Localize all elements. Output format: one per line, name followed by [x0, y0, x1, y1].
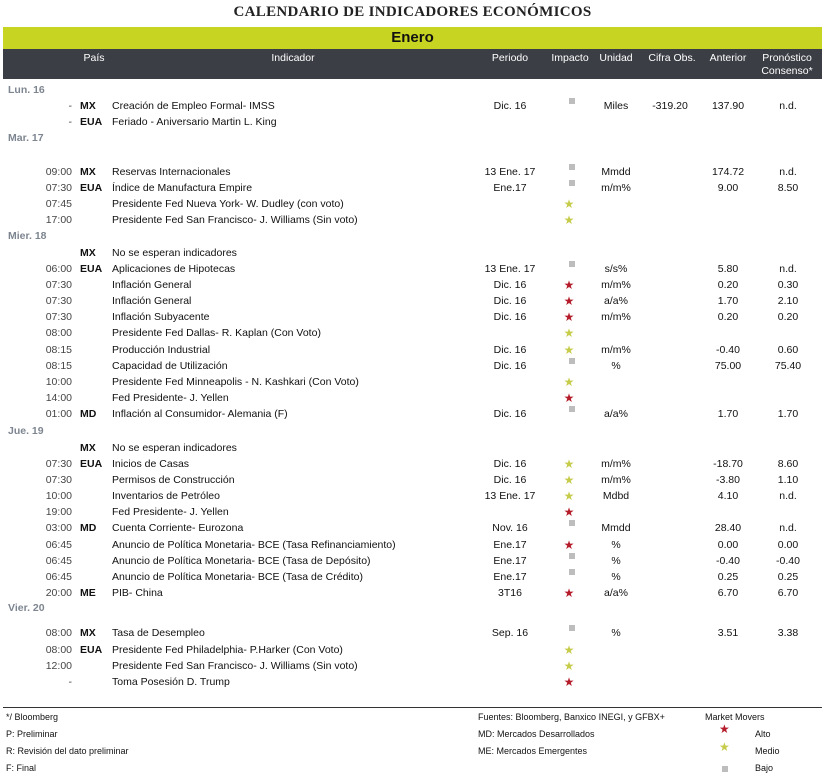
row-previous: 9.00 — [717, 182, 739, 194]
row-time: - — [68, 116, 72, 128]
row-period: Ene.17 — [493, 539, 527, 551]
header-pais: País — [83, 52, 105, 64]
row-unit: % — [611, 360, 621, 372]
row-time: 09:00 — [45, 166, 72, 178]
row-time: 08:00 — [45, 644, 72, 656]
row-indicator: Fed Presidente- J. Yellen — [112, 506, 229, 518]
row-previous: 1.70 — [717, 408, 739, 420]
table-row — [0, 180, 825, 196]
row-country: MD — [80, 408, 97, 420]
table-row — [0, 406, 825, 422]
row-forecast: 8.60 — [777, 458, 799, 470]
row-indicator: Presidente Fed San Francisco- J. Williams (Sin voto) — [112, 214, 358, 226]
header-indicador: Indicador — [271, 52, 315, 64]
impact-medium-star-icon: ★ — [563, 326, 575, 340]
row-period: 13 Ene. 17 — [484, 263, 536, 275]
row-forecast: 75.40 — [774, 360, 802, 372]
table-row — [0, 504, 825, 520]
impact-medium-star-icon: ★ — [563, 343, 575, 357]
row-time: 14:00 — [45, 392, 72, 404]
table-row — [0, 674, 825, 690]
day-label-row — [0, 82, 825, 98]
impact-high-star-icon: ★ — [563, 391, 575, 405]
table-row — [0, 309, 825, 325]
impact-high-star-icon: ★ — [563, 538, 575, 552]
row-indicator: Presidente Fed Philadelphia- P.Harker (Con Voto) — [112, 644, 343, 656]
day-label-row — [0, 228, 825, 244]
row-unit: Mmdd — [601, 522, 631, 534]
row-time: 03:00 — [45, 522, 72, 534]
row-indicator: No se esperan indicadores — [112, 247, 237, 259]
header-periodo: Periodo — [491, 52, 529, 64]
row-country: MX — [80, 442, 96, 454]
row-indicator: Feriado - Aniversario Martin L. King — [112, 116, 277, 128]
row-time: 01:00 — [45, 408, 72, 420]
footnote-final: F: Final — [6, 763, 37, 773]
row-indicator: Inventarios de Petróleo — [112, 490, 220, 502]
row-previous: 0.00 — [717, 539, 739, 551]
row-time: 07:30 — [45, 279, 72, 291]
table-row — [0, 569, 825, 585]
row-indicator: Anuncio de Política Monetaria- BCE (Tasa de Depósito) — [112, 555, 371, 567]
row-forecast: n.d. — [779, 166, 797, 178]
row-forecast: 6.70 — [777, 587, 799, 599]
row-time: 17:00 — [45, 214, 72, 226]
impact-medium-star-icon: ★ — [563, 643, 575, 657]
table-row — [0, 98, 825, 114]
table-row — [0, 488, 825, 504]
row-time: 06:45 — [45, 539, 72, 551]
table-row — [0, 325, 825, 341]
footnote-me: ME: Mercados Emergentes — [478, 746, 588, 756]
row-forecast: 0.20 — [777, 311, 799, 323]
row-indicator: Creación de Empleo Formal- IMSS — [112, 100, 275, 112]
row-previous: -18.70 — [713, 458, 743, 470]
row-time: 12:00 — [45, 660, 72, 672]
row-time: 06:00 — [45, 263, 72, 275]
row-forecast: 0.60 — [777, 344, 799, 356]
day-label-row — [0, 130, 825, 146]
row-previous: 6.70 — [717, 587, 739, 599]
footnote-preliminar: P: Preliminar — [6, 729, 58, 739]
table-row — [0, 196, 825, 212]
row-forecast: 1.70 — [777, 408, 799, 420]
row-period: Dic. 16 — [493, 408, 527, 420]
table-row — [0, 440, 825, 456]
legend-low-square-icon — [722, 760, 728, 778]
row-previous: 174.72 — [711, 166, 745, 178]
row-country: EUA — [80, 116, 103, 128]
footnote-revision: R: Revisión del dato preliminar — [6, 746, 129, 756]
header-consenso-line2: Consenso* — [761, 65, 813, 77]
row-time: 08:00 — [45, 327, 72, 339]
row-previous: -0.40 — [716, 555, 740, 567]
row-period: Dic. 16 — [493, 344, 527, 356]
row-forecast: n.d. — [779, 522, 797, 534]
impact-high-star-icon: ★ — [563, 294, 575, 308]
row-previous: 75.00 — [714, 360, 742, 372]
row-unit: a/a% — [604, 295, 628, 307]
table-row — [0, 261, 825, 277]
day-label-row — [0, 600, 825, 616]
table-row — [0, 553, 825, 569]
row-time: 07:45 — [45, 198, 72, 210]
row-indicator: Reservas Internacionales — [112, 166, 231, 178]
table-row — [0, 642, 825, 658]
row-unit: m/m% — [601, 279, 631, 291]
row-country: EUA — [80, 182, 103, 194]
row-country: MX — [80, 247, 96, 259]
row-period: Ene.17 — [493, 571, 527, 583]
impact-medium-star-icon: ★ — [563, 457, 575, 471]
impact-high-star-icon: ★ — [563, 278, 575, 292]
row-indicator: Inflación al Consumidor- Alemania (F) — [112, 408, 288, 420]
row-unit: a/a% — [604, 408, 628, 420]
row-unit: a/a% — [604, 587, 628, 599]
row-country: EUA — [80, 644, 103, 656]
row-country: ME — [80, 587, 96, 599]
row-indicator: Producción Industrial — [112, 344, 211, 356]
table-row — [0, 114, 825, 130]
row-period: Sep. 16 — [491, 627, 529, 639]
row-unit: m/m% — [601, 344, 631, 356]
row-period: Dic. 16 — [493, 474, 527, 486]
row-unit: m/m% — [601, 182, 631, 194]
header-pronostico — [755, 52, 819, 78]
footnote-bloomberg: */ Bloomberg — [6, 712, 59, 722]
table-row — [0, 537, 825, 553]
row-period: 3T16 — [498, 587, 522, 599]
row-time: - — [68, 676, 72, 688]
row-time: 08:15 — [45, 344, 72, 356]
header-anterior: Anterior — [709, 52, 747, 64]
impact-medium-star-icon: ★ — [563, 473, 575, 487]
row-indicator: Anuncio de Política Monetaria- BCE (Tasa Refinanciamiento) — [112, 539, 396, 551]
row-previous: 0.20 — [717, 311, 739, 323]
table-row — [0, 358, 825, 374]
row-previous: -0.40 — [716, 344, 740, 356]
row-indicator: Inflación General — [112, 279, 192, 291]
row-indicator: Inflación General — [112, 295, 192, 307]
row-unit: % — [611, 627, 621, 639]
table-row — [0, 374, 825, 390]
row-time: - — [68, 100, 72, 112]
row-unit: s/s% — [604, 263, 628, 275]
row-time: 07:30 — [45, 458, 72, 470]
day-label: Mar. 17 — [8, 132, 44, 144]
table-row — [0, 472, 825, 488]
day-label: Jue. 19 — [8, 425, 44, 437]
row-unit: m/m% — [601, 474, 631, 486]
row-indicator: Inicios de Casas — [112, 458, 190, 470]
table-row — [0, 164, 825, 180]
footer-divider — [3, 707, 822, 708]
month-banner: Enero — [3, 27, 822, 49]
impact-medium-star-icon: ★ — [563, 213, 575, 227]
row-indicator: PIB- China — [112, 587, 163, 599]
row-indicator: Anuncio de Política Monetaria- BCE (Tasa de Crédito) — [112, 571, 363, 583]
row-period: Nov. 16 — [492, 522, 528, 534]
table-row — [0, 585, 825, 601]
table-row — [0, 245, 825, 261]
table-header — [3, 49, 822, 79]
row-time: 07:30 — [45, 182, 72, 194]
table-row — [0, 658, 825, 674]
impact-high-star-icon: ★ — [563, 310, 575, 324]
row-indicator: Fed Presidente- J. Yellen — [112, 392, 229, 404]
impact-high-star-icon: ★ — [563, 675, 575, 689]
page-title: CALENDARIO DE INDICADORES ECONÓMICOS — [233, 4, 592, 20]
header-unidad: Unidad — [599, 52, 633, 64]
row-unit: % — [611, 555, 621, 567]
legend-medio-label: Medio — [755, 746, 780, 756]
row-forecast: 0.25 — [777, 571, 799, 583]
impact-high-star-icon: ★ — [563, 505, 575, 519]
legend-title: Market Movers — [705, 712, 765, 722]
row-forecast: 8.50 — [777, 182, 799, 194]
row-observed: -319.20 — [652, 100, 688, 112]
row-indicator: Índice de Manufactura Empire — [112, 182, 253, 194]
row-forecast: 0.30 — [777, 279, 799, 291]
table-row — [0, 277, 825, 293]
row-indicator: Aplicaciones de Hipotecas — [112, 263, 236, 275]
day-label: Mier. 18 — [8, 230, 47, 242]
table-row — [0, 293, 825, 309]
header-cifra-obs: Cifra Obs. — [648, 52, 696, 64]
row-period: Dic. 16 — [493, 100, 527, 112]
row-indicator: Tasa de Desempleo — [112, 627, 205, 639]
row-unit: % — [611, 539, 621, 551]
row-forecast: n.d. — [779, 100, 797, 112]
row-previous: 3.51 — [717, 627, 739, 639]
row-country: EUA — [80, 263, 103, 275]
row-indicator: Capacidad de Utilización — [112, 360, 228, 372]
row-unit: m/m% — [601, 458, 631, 470]
day-label-row — [0, 423, 825, 439]
row-unit: Miles — [603, 100, 629, 112]
row-indicator: No se esperan indicadores — [112, 442, 237, 454]
row-time: 10:00 — [45, 376, 72, 388]
legend-high-star-icon: ★ — [719, 722, 730, 736]
impact-medium-star-icon: ★ — [563, 489, 575, 503]
row-time: 07:30 — [45, 474, 72, 486]
row-period: Ene.17 — [493, 182, 527, 194]
row-previous: 137.90 — [711, 100, 745, 112]
row-time: 19:00 — [45, 506, 72, 518]
table-row — [0, 212, 825, 228]
row-time: 07:30 — [45, 311, 72, 323]
table-row — [0, 390, 825, 406]
row-time: 08:00 — [45, 627, 72, 639]
row-country: MD — [80, 522, 97, 534]
row-forecast: 0.00 — [777, 539, 799, 551]
row-indicator: Presidente Fed Dallas- R. Kaplan (Con Voto) — [112, 327, 321, 339]
row-country: MX — [80, 100, 96, 112]
row-country: MX — [80, 166, 96, 178]
legend-medium-star-icon: ★ — [719, 740, 730, 754]
row-time: 06:45 — [45, 571, 72, 583]
row-forecast: 1.10 — [777, 474, 799, 486]
row-forecast: -0.40 — [776, 555, 800, 567]
impact-medium-star-icon: ★ — [563, 659, 575, 673]
row-previous: 1.70 — [717, 295, 739, 307]
row-period: Dic. 16 — [493, 360, 527, 372]
row-previous: 4.10 — [717, 490, 739, 502]
row-period: 13 Ene. 17 — [484, 490, 536, 502]
table-row — [0, 520, 825, 536]
table-row — [0, 456, 825, 472]
row-indicator: Presidente Fed Minneapolis - N. Kashkari (Con Voto) — [112, 376, 359, 388]
row-period: Dic. 16 — [493, 458, 527, 470]
row-unit: Mmdd — [601, 166, 631, 178]
day-label: Lun. 16 — [8, 84, 45, 96]
row-indicator: Inflación Subyacente — [112, 311, 210, 323]
row-period: Ene.17 — [493, 555, 527, 567]
row-country: MX — [80, 627, 96, 639]
row-indicator: Permisos de Construcción — [112, 474, 235, 486]
row-period: Dic. 16 — [493, 295, 527, 307]
row-unit: m/m% — [601, 311, 631, 323]
row-forecast: 2.10 — [777, 295, 799, 307]
table-row — [0, 342, 825, 358]
row-time: 08:15 — [45, 360, 72, 372]
row-indicator: Presidente Fed San Francisco- J. Williams (Sin voto) — [112, 660, 358, 672]
legend-bajo-label: Bajo — [755, 763, 774, 773]
row-previous: -3.80 — [716, 474, 740, 486]
row-previous: 5.80 — [717, 263, 739, 275]
row-time: 10:00 — [45, 490, 72, 502]
row-period: 13 Ene. 17 — [484, 166, 536, 178]
row-forecast: 3.38 — [777, 627, 799, 639]
row-forecast: n.d. — [779, 263, 797, 275]
day-label: Vier. 20 — [8, 602, 45, 614]
row-indicator: Toma Posesión D. Trump — [112, 676, 230, 688]
row-indicator: Presidente Fed Nueva York- W. Dudley (con voto) — [112, 198, 344, 210]
row-time: 07:30 — [45, 295, 72, 307]
row-previous: 0.25 — [717, 571, 739, 583]
row-previous: 0.20 — [717, 279, 739, 291]
footnote-sources: Fuentes: Bloomberg, Banxico INEGI, y GFBX+ — [478, 712, 665, 722]
legend-alto-label: Alto — [755, 729, 771, 739]
row-period: Dic. 16 — [493, 279, 527, 291]
row-period: Dic. 16 — [493, 311, 527, 323]
row-country: EUA — [80, 458, 103, 470]
row-time: 20:00 — [45, 587, 72, 599]
impact-medium-star-icon: ★ — [563, 197, 575, 211]
row-unit: % — [611, 571, 621, 583]
table-row — [0, 625, 825, 641]
impact-high-star-icon: ★ — [563, 586, 575, 600]
row-forecast: n.d. — [779, 490, 797, 502]
row-previous: 28.40 — [714, 522, 742, 534]
row-indicator: Cuenta Corriente- Eurozona — [112, 522, 244, 534]
row-unit: Mdbd — [602, 490, 630, 502]
header-pronostico-line1: Pronóstico — [762, 52, 812, 64]
header-impacto: Impacto — [551, 52, 589, 64]
impact-medium-star-icon: ★ — [563, 375, 575, 389]
footnote-md: MD: Mercados Desarrollados — [478, 729, 595, 739]
row-time: 06:45 — [45, 555, 72, 567]
